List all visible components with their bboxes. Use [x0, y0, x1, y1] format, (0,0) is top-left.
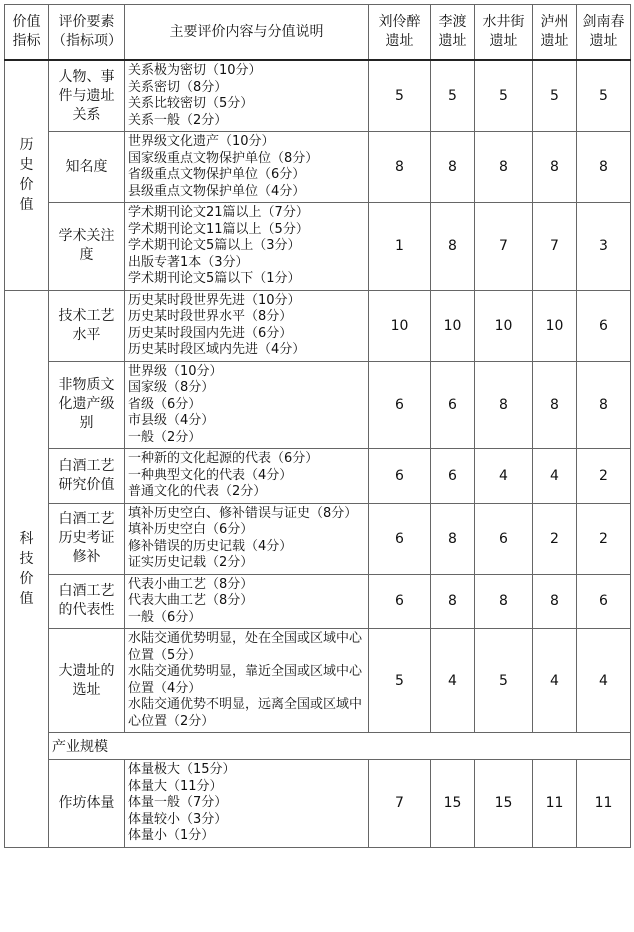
header-dimension: 价值指标 — [5, 5, 49, 61]
criteria-line: 关系比较密切（5分） — [128, 96, 254, 111]
table-row — [5, 629, 631, 733]
criteria-cell — [125, 361, 369, 449]
header-site: 刘伶醉遗址 — [369, 5, 431, 61]
score-cell: 7 — [533, 203, 577, 291]
score-cell: 15 — [431, 760, 475, 848]
score-cell: 4 — [475, 449, 533, 504]
score-cell: 5 — [369, 629, 431, 733]
criteria-line: 体量极大（15分） — [128, 762, 236, 777]
table-row — [5, 760, 631, 848]
criteria-line: 水陆交通优势明显，处在全国或区域中心位置（5分） — [128, 631, 363, 663]
industry-label: 产业规模 — [49, 733, 631, 760]
dimension-label: 科技价值 — [19, 530, 34, 607]
criteria-line: 一种典型文化的代表（4分） — [128, 467, 293, 483]
factor-cell: 技术工艺水平 — [49, 290, 125, 361]
criteria-cell — [125, 760, 369, 848]
criteria-line: 历史某时段世界水平（8分） — [128, 309, 293, 324]
factor-cell: 学术关注度 — [49, 203, 125, 291]
criteria-line: 历史某时段世界先进（10分） — [128, 292, 301, 308]
table-row — [5, 574, 631, 629]
header-site: 泸州遗址 — [533, 5, 577, 61]
score-cell: 2 — [577, 503, 631, 574]
score-cell: 10 — [475, 290, 533, 361]
score-cell: 6 — [577, 574, 631, 629]
score-cell: 7 — [369, 760, 431, 848]
criteria-line: 代表大曲工艺（8分） — [128, 593, 254, 608]
table-row — [5, 290, 631, 361]
score-cell: 2 — [577, 449, 631, 504]
criteria-cell — [125, 629, 369, 733]
industry-row — [5, 733, 631, 760]
table-row — [5, 449, 631, 504]
table-row — [5, 60, 631, 132]
criteria-line: 普通文化的代表（2分） — [128, 484, 267, 499]
table-row — [5, 503, 631, 574]
criteria-line: 关系极为密切（10分） — [128, 63, 262, 78]
criteria-line: 体量一般（7分） — [128, 795, 228, 810]
criteria-line: 国家级重点文物保护单位（8分） — [128, 150, 319, 166]
factor-cell: 知名度 — [49, 132, 125, 203]
criteria-line: 市县级（4分） — [128, 413, 215, 428]
factor-cell: 白酒工艺的代表性 — [49, 574, 125, 629]
header-site: 水井街遗址 — [475, 5, 533, 61]
score-cell: 4 — [431, 629, 475, 733]
score-cell: 8 — [475, 574, 533, 629]
score-cell: 8 — [431, 203, 475, 291]
score-cell: 7 — [475, 203, 533, 291]
factor-cell: 人物、事件与遗址关系 — [49, 60, 125, 132]
criteria-line: 历史某时段区域内先进（4分） — [128, 342, 306, 357]
criteria-line: 体量较小（3分） — [128, 811, 228, 827]
score-cell: 6 — [369, 503, 431, 574]
score-cell: 6 — [369, 449, 431, 504]
evaluation-table — [4, 4, 631, 848]
score-cell: 8 — [431, 132, 475, 203]
criteria-line: 关系密切（8分） — [128, 79, 228, 95]
score-cell: 10 — [533, 290, 577, 361]
criteria-cell — [125, 503, 369, 574]
criteria-line: 省级（6分） — [128, 396, 202, 412]
score-cell: 2 — [533, 503, 577, 574]
criteria-line: 一般（2分） — [128, 429, 202, 445]
score-cell: 6 — [431, 449, 475, 504]
criteria-line: 填补历史空白（6分） — [128, 522, 254, 537]
score-cell: 8 — [577, 361, 631, 449]
dimension-cell — [5, 290, 49, 847]
table-row — [5, 132, 631, 203]
criteria-line: 世界级文化遗产（10分） — [128, 134, 275, 149]
score-cell: 8 — [577, 132, 631, 203]
score-cell: 8 — [431, 503, 475, 574]
criteria-line: 体量小（1分） — [128, 828, 215, 843]
factor-cell: 非物质文化遗产级别 — [49, 361, 125, 449]
table-body — [5, 60, 631, 847]
table-row — [5, 203, 631, 291]
table-row — [5, 361, 631, 449]
criteria-line: 县级重点文物保护单位（4分） — [128, 183, 306, 199]
score-cell: 4 — [533, 629, 577, 733]
score-cell: 8 — [475, 132, 533, 203]
score-cell: 8 — [431, 574, 475, 629]
score-cell: 4 — [577, 629, 631, 733]
criteria-line: 体量大（11分） — [128, 778, 223, 794]
header-site: 李渡遗址 — [431, 5, 475, 61]
criteria-line: 学术期刊论文11篇以上（5分） — [128, 221, 309, 237]
criteria-line: 学术期刊论文5篇以下（1分） — [128, 271, 301, 286]
score-cell: 3 — [577, 203, 631, 291]
score-cell: 5 — [369, 60, 431, 132]
score-cell: 5 — [475, 629, 533, 733]
criteria-line: 省级重点文物保护单位（6分） — [128, 167, 306, 182]
score-cell: 6 — [577, 290, 631, 361]
criteria-line: 一般（6分） — [128, 609, 202, 625]
criteria-line: 出版专著1本（3分） — [128, 254, 249, 270]
factor-cell: 白酒工艺研究价值 — [49, 449, 125, 504]
criteria-cell — [125, 60, 369, 132]
criteria-line: 历史某时段国内先进（6分） — [128, 325, 293, 341]
score-cell: 1 — [369, 203, 431, 291]
score-cell: 6 — [369, 574, 431, 629]
score-cell: 6 — [475, 503, 533, 574]
score-cell: 11 — [577, 760, 631, 848]
score-cell: 5 — [577, 60, 631, 132]
criteria-cell — [125, 574, 369, 629]
criteria-cell — [125, 203, 369, 291]
criteria-line: 世界级（10分） — [128, 363, 223, 379]
factor-cell: 作坊体量 — [49, 760, 125, 848]
criteria-line: 关系一般（2分） — [128, 112, 228, 128]
score-cell: 5 — [533, 60, 577, 132]
criteria-line: 水陆交通优势明显，靠近全国或区域中心位置（4分） — [128, 664, 363, 696]
criteria-cell — [125, 132, 369, 203]
factor-cell: 白酒工艺历史考证修补 — [49, 503, 125, 574]
factor-cell: 大遗址的选址 — [49, 629, 125, 733]
score-cell: 4 — [533, 449, 577, 504]
score-cell: 5 — [475, 60, 533, 132]
header-site: 剑南春遗址 — [577, 5, 631, 61]
score-cell: 8 — [533, 574, 577, 629]
criteria-cell — [125, 449, 369, 504]
criteria-line: 填补历史空白、修补错误与证史（8分） — [128, 505, 358, 521]
score-cell: 8 — [475, 361, 533, 449]
header-factor: 评价要素（指标项） — [49, 5, 125, 61]
criteria-line: 一种新的文化起源的代表（6分） — [128, 451, 319, 466]
criteria-line: 学术期刊论文21篇以上（7分） — [128, 205, 309, 220]
score-cell: 5 — [431, 60, 475, 132]
header-criteria: 主要评价内容与分值说明 — [125, 5, 369, 61]
criteria-line: 代表小曲工艺（8分） — [128, 576, 254, 592]
score-cell: 8 — [369, 132, 431, 203]
score-cell: 10 — [431, 290, 475, 361]
score-cell: 15 — [475, 760, 533, 848]
criteria-line: 水陆交通优势不明显，远离全国或区域中心位置（2分） — [128, 697, 363, 729]
header-row — [5, 5, 631, 61]
score-cell: 6 — [369, 361, 431, 449]
score-cell: 6 — [431, 361, 475, 449]
criteria-cell — [125, 290, 369, 361]
criteria-line: 证实历史记载（2分） — [128, 555, 254, 570]
score-cell: 11 — [533, 760, 577, 848]
criteria-line: 国家级（8分） — [128, 380, 215, 395]
criteria-line: 修补错误的历史记载（4分） — [128, 538, 293, 554]
dimension-label: 历史价值 — [19, 137, 34, 214]
dimension-cell — [5, 60, 49, 290]
score-cell: 8 — [533, 361, 577, 449]
score-cell: 8 — [533, 132, 577, 203]
criteria-line: 学术期刊论文5篇以上（3分） — [128, 238, 301, 253]
score-cell: 10 — [369, 290, 431, 361]
